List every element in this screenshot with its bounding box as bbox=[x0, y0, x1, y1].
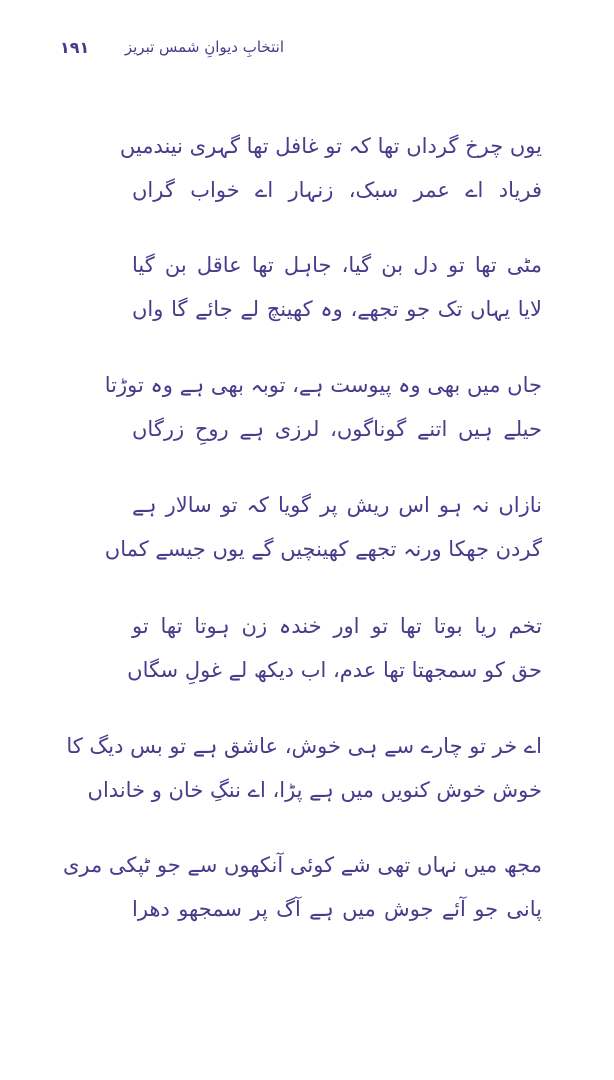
page-header bbox=[60, 38, 554, 70]
verse-line: گردن جھکا ورنہ تجھے کھینچیں گے یوں جیسے کماں bbox=[104, 537, 542, 561]
verse-line: یوں چرخ گرداں تھا کہ تو غافل تھا گہری نیندمیں bbox=[119, 134, 542, 158]
stanza-6 bbox=[66, 724, 542, 812]
stanza-7 bbox=[62, 843, 542, 931]
stanza-2 bbox=[132, 243, 542, 331]
verse-line: تخم ریا بوتا تھا تو اور خندہ زن ہوتا تھا تو bbox=[132, 614, 542, 638]
verse-line: فریاد اے عمر سبک، زنہار اے خواب گراں bbox=[132, 178, 542, 202]
verse-line: نازاں نہ ہو اس ریش پر گویا کہ تو سالار ہے bbox=[132, 493, 542, 517]
stanza-3 bbox=[104, 363, 542, 451]
verse-line: مٹی تھا تو دل بن گیا، جاہل تھا عاقل بن گیا bbox=[132, 253, 542, 277]
stanza-1 bbox=[119, 124, 542, 212]
verse-line: لایا یہاں تک جو تجھے، وہ کھینچ لے جائے گا واں bbox=[132, 297, 542, 321]
verse-line: پانی جو آئے جوش میں ہے آگ پر سمجھو دھرا bbox=[132, 897, 542, 921]
verse-line: حیلے ہیں اتنے گوناگوں، لرزی ہے روحِ زرگاں bbox=[132, 417, 542, 441]
verse-line: اے خر تو چارے سے ہی خوش، عاشق ہے تو بس دیگ کا bbox=[66, 734, 542, 758]
stanza-4 bbox=[104, 483, 542, 571]
page-number: ۱۹۱ bbox=[60, 38, 90, 57]
verse-line: حق کو سمجھتا تھا عدم، اب دیکھ لے غولِ سگاں bbox=[127, 658, 542, 682]
verse-line: مجھ میں نہاں تھی شے کوئی آنکھوں سے جو ٹپکی مری bbox=[62, 853, 542, 877]
verse-line: خوش خوش کنویں میں ہے پڑا، اے ننگِ خان و خانداں bbox=[87, 778, 542, 802]
verse-line: جاں میں بھی وہ پیوست ہے، توبہ بھی ہے وہ توڑتا bbox=[104, 373, 542, 397]
running-title: انتخابِ دیوانِ شمس تبریز bbox=[124, 38, 284, 56]
stanza-5 bbox=[127, 604, 542, 692]
